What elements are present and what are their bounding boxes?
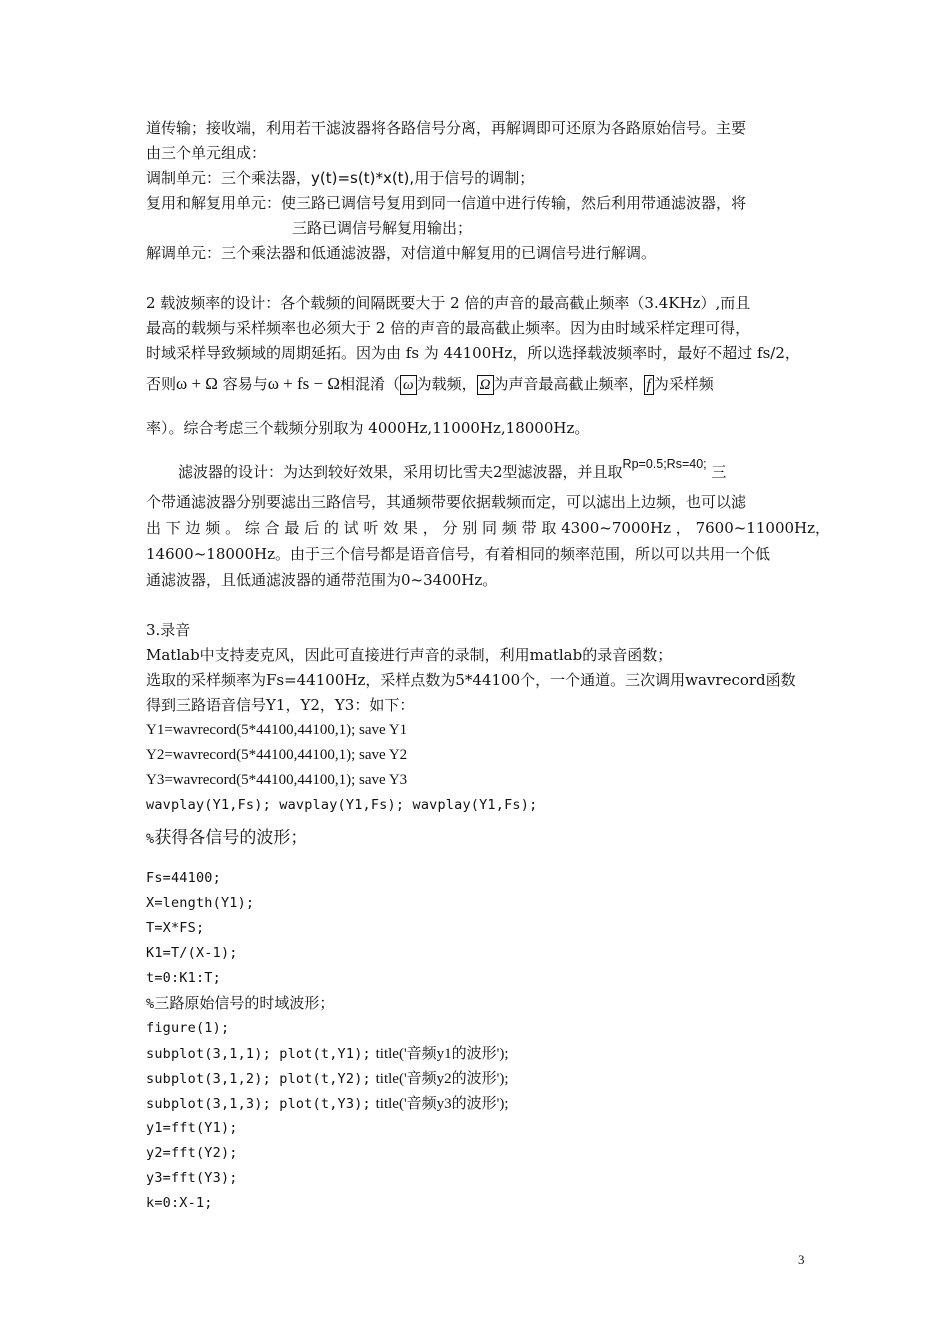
code-comment: %获得各信号的波形； <box>146 828 308 848</box>
code-line: Y1=wavrecord(5*44100,44100,1); save Y1 <box>146 722 408 738</box>
section-heading: 3.录音 <box>146 621 191 639</box>
paragraph-line: 时域采样导致频域的周期延拓。因为由 fs 为 44100Hz，所以选择载波频率时，最好不超过 fs/2， <box>146 344 800 362</box>
math-formula: ω + fs − Ω <box>267 374 341 393</box>
code-comment: %三路原始信号的时域波形； <box>146 994 335 1012</box>
code-line: figure(1); <box>146 1020 230 1036</box>
paragraph-line: 调制单元：三个乘法器，y(t)=s(t)*x(t),用于信号的调制； <box>146 169 535 187</box>
code-line: T=X*FS; <box>146 920 205 936</box>
math-symbol-box: f <box>644 375 654 395</box>
paragraph-line: 个带通滤波器分别要滤出三路信号，其通频带要依据载频而定，可以滤出上边频，也可以滤 <box>146 493 747 511</box>
paragraph-line: 2 载波频率的设计：各个载频的间隔既要大于 2 倍的声音的最高截止频率（3.4KHz）,而且 <box>146 294 751 312</box>
paragraph-line: 14600~18000Hz。由于三个信号都是语音信号，有着相同的频率范围，所以可以共用一个低 <box>146 545 770 563</box>
code-line: Y2=wavrecord(5*44100,44100,1); save Y2 <box>146 747 408 763</box>
paragraph-line: 解调单元：三个乘法器和低通滤波器，对信道中解复用的已调信号进行解调。 <box>146 244 657 262</box>
code-line: K1=T/(X-1); <box>146 945 238 961</box>
code-line: y1=fft(Y1); <box>146 1120 238 1136</box>
paragraph-line: Matlab中支持麦克风，因此可直接进行声音的录制，利用matlab的录音函数； <box>146 646 673 664</box>
paragraph-line: 三路已调信号解复用输出； <box>292 219 473 237</box>
math-formula: ω + Ω <box>176 374 218 393</box>
page-number: 3 <box>798 1252 805 1267</box>
code-line: wavplay(Y1,Fs); wavplay(Y1,Fs); wavplay(Y1,Fs); <box>146 797 538 813</box>
paragraph-line: 通滤波器，且低通滤波器的通带范围为0~3400Hz。 <box>146 571 498 589</box>
code-line: Y3=wavrecord(5*44100,44100,1); save Y3 <box>146 772 408 788</box>
math-symbol-box: ω <box>400 375 417 395</box>
code-line: t=0:K1:T; <box>146 970 221 986</box>
code-line: subplot(3,1,1); plot(t,Y1); title('音频y1的波形'); <box>146 1046 509 1062</box>
parameter-text: Rp=0.5;Rs=40; <box>622 457 707 471</box>
paragraph-line: 滤波器的设计：为达到较好效果，采用切比雪夫2型滤波器，并且取$^{Rp=0.5;Rs=40;}$ 三 <box>178 457 727 481</box>
code-line: y2=fft(Y2); <box>146 1145 238 1161</box>
paragraph-line: 由三个单元组成： <box>146 144 267 162</box>
paragraph-line: 出 下 边 频 。 综 合 最 后 的 试 听 效 果 ， 分 别 同 频 带 取 4300~7000Hz ， 7600~11000Hz， <box>146 519 831 537</box>
code-line: y3=fft(Y3); <box>146 1170 238 1186</box>
paragraph-line: 复用和解复用单元：使三路已调信号复用到同一信道中进行传输，然后利用带通滤波器，将 <box>146 194 747 212</box>
paragraph-line: 道传输；接收端，利用若干滤波器将各路信号分离，再解调即可还原为各路原始信号。主要 <box>146 119 747 137</box>
code-line: subplot(3,1,3); plot(t,Y3); title('音频y3的波形'); <box>146 1096 509 1112</box>
code-line: X=length(Y1); <box>146 895 255 911</box>
code-line: Fs=44100; <box>146 870 221 886</box>
paragraph-line: 选取的采样频率为Fs=44100Hz，采样点数为5*44100个，一个通道。三次调用wavrecord函数 <box>146 671 796 689</box>
code-line: k=0:X-1; <box>146 1195 213 1211</box>
paragraph-line: 率）。综合考虑三个载频分别取为 4000Hz,11000Hz,18000Hz。 <box>146 419 590 437</box>
paragraph-line: 得到三路语音信号Y1，Y2，Y3：如下： <box>146 696 415 714</box>
math-symbol-box: Ω <box>477 375 494 395</box>
paragraph-line: 否则ω + Ω 容易与ω + fs − Ω相混淆（ ω 为载频， Ω 为声音最高截止频率， f 为采样频 <box>146 374 714 393</box>
paragraph-line: 最高的载频与采样频率也必须大于 2 倍的声音的最高截止频率。因为由时域采样定理可得， <box>146 319 751 337</box>
code-line: subplot(3,1,2); plot(t,Y2); title('音频y2的波形'); <box>146 1071 509 1087</box>
